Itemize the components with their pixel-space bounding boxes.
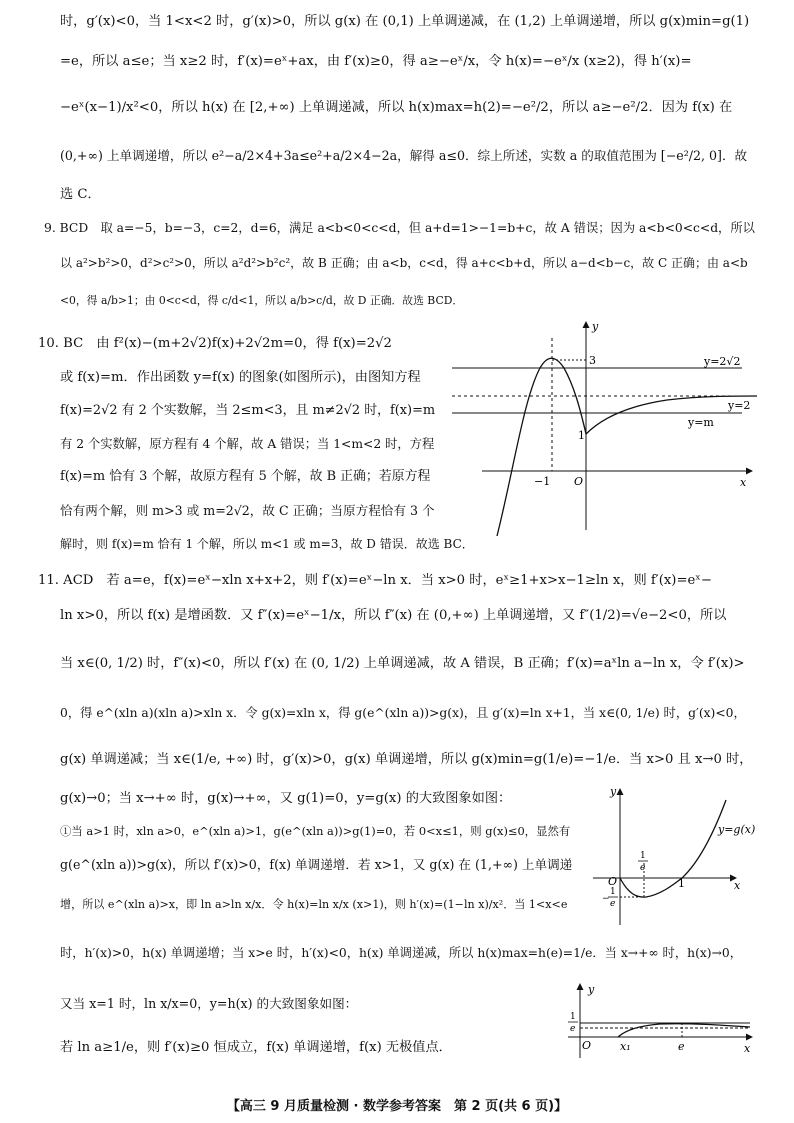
fig2-tick-neg-sign: − (602, 894, 610, 904)
fig2-tick-1e-num: 1 (640, 851, 646, 861)
text-line: 11. ACD 若 a=e，f(x)=eˣ−xln x+x+2，则 f′(x)=eˣ−ln x．当 x>0 时，eˣ≥1+x>x−1≥ln x，则 f′(x)=eˣ− (38, 573, 712, 588)
fig1-y-label: y (592, 320, 599, 333)
text-line: =e，所以 a≤e；当 x≥2 时，f′(x)=eˣ+ax，由 f′(x)≥0，得 a≥−eˣ/x，令 h(x)=−eˣ/x (x≥2)，得 h′(x)= (60, 54, 692, 69)
text-line: 10. BC 由 f²(x)−(m+2√2)f(x)+2√2m=0，得 f(x)=2√2 (38, 336, 392, 351)
fig3-tick-1e-num: 1 (570, 1012, 576, 1022)
text-line: g(x) 单调递减；当 x∈(1/e, +∞) 时，g′(x)>0，g(x) 单调递增，所以 g(x)min=g(1/e)=−1/e．当 x>0 且 x→0 时， (60, 752, 753, 767)
fig2-tick-neg-den: e (610, 899, 616, 909)
fig2-tick-1e-den: e (640, 863, 646, 873)
text-line: 若 ln a≥1/e，则 f′(x)≥0 恒成立，f(x) 单调递增，f(x) 无极值点． (60, 1040, 452, 1055)
text-line: 或 f(x)=m．作出函数 y=f(x) 的图象(如图所示)，由图知方程 (60, 370, 421, 385)
text-line: f(x)=m 恰有 3 个解，故原方程有 5 个解，故 B 正确；若原方程 (60, 469, 431, 484)
text-line: 解时，则 f(x)=m 恰有 1 个解，所以 m<1 或 m=3，故 D 错误．故选 BC． (60, 537, 474, 551)
fig2-tick-neg-num: 1 (610, 887, 616, 897)
fig3-origin: O (582, 1039, 592, 1052)
text-line: ln x>0，所以 f(x) 是增函数．又 f″(x)=eˣ−1/x，所以 f″(x) 在 (0,+∞) 上单调递增，又 f″(1/2)=√e−2<0，所以 (60, 608, 727, 623)
text-line: f(x)=2√2 有 2 个实数解，当 2≤m<3，且 m≠2√2 时，f(x)=m (60, 403, 436, 418)
fig2-tick-1: 1 (678, 877, 685, 890)
fig2-y-label: y (610, 785, 617, 798)
fig2-x-label: x (734, 879, 741, 892)
fig1-origin: O (574, 475, 584, 488)
page-footer: 【高三 9 月质量检测 · 数学参考答案 第 2 页(共 6 页)】 (226, 1099, 568, 1114)
text-line: g(e^(xln a))>g(x)，所以 f′(x)>0，f(x) 单调递增．若 x>1，又 g(x) 在 (1,+∞) 上单调递 (60, 857, 573, 872)
text-line: <0，得 a/b>1；由 0<c<d，得 c/d<1，所以 a/b>c/d，故 D 正确．故选 BCD． (60, 294, 464, 307)
text-line: g(x)→0；当 x→+∞ 时，g(x)→+∞，又 g(1)=0，y=g(x) 的大致图象如图： (60, 791, 512, 806)
fig1-tick-neg1: −1 (534, 475, 551, 488)
text-line: −eˣ(x−1)/x²<0，所以 h(x) 在 [2,+∞) 上单调递减，所以 h(x)max=h(2)=−e²/2，所以 a≥−e²/2．因为 f(x) 在 (60, 100, 733, 115)
fig2-func-label: y=g(x) (718, 823, 756, 836)
text-line: 9. BCD 取 a=−5，b=−3，c=2，d=6，满足 a<b<0<c<d，但 a+d=1>−1=b+c，故 A 错误；因为 a<b<0<c<d，所以 (44, 221, 755, 235)
text-line: 时，h′(x)>0，h(x) 单调递增；当 x>e 时，h′(x)<0，h(x) 单调递减，所以 h(x)max=h(e)=1/e．当 x→+∞ 时，h(x)→0， (60, 946, 743, 960)
text-line: 有 2 个实数解，原方程有 4 个解，故 A 错误；当 1<m<2 时，方程 (60, 437, 435, 451)
text-line: 时，g′(x)<0，当 1<x<2 时，g′(x)>0，所以 g(x) 在 (0,1) 上单调递减，在 (1,2) 上单调递增，所以 g(x)min=g(1) (60, 14, 750, 29)
fig1-tick-1: 1 (578, 429, 585, 442)
text-line: 又当 x=1 时，ln x/x=0，y=h(x) 的大致图象如图： (60, 996, 358, 1011)
text-line: 选 C． (60, 187, 101, 202)
fig1-tick-3: 3 (589, 354, 596, 367)
fig3-tick-1e-den: e (570, 1024, 576, 1034)
text-line: 恰有两个解，则 m>3 或 m=2√2，故 C 正确；当原方程恰有 3 个 (60, 503, 435, 518)
text-line: 当 x∈(0, 1/2) 时，f″(x)<0，所以 f′(x) 在 (0, 1/2) 上单调递减，故 A 错误，B 正确；f′(x)=aˣln a−ln x，令 f′(x)> (60, 656, 745, 671)
figure-g-graph (588, 785, 768, 945)
fig3-tick-e: e (678, 1040, 685, 1053)
text-line: 0，得 e^(xln a)(xln a)>xln x．令 g(x)=xln x，得 g(e^(xln a))>g(x)，且 g′(x)=ln x+1，当 x∈(0, 1/e) 时，g′(x)<0， (60, 706, 746, 720)
fig1-line-2root2-label: y=2√2 (704, 355, 741, 368)
fig3-tick-x1: x₁ (620, 1040, 631, 1053)
fig2-origin: O (608, 875, 618, 888)
fig1-x-label: x (740, 476, 747, 489)
text-line: 以 a²>b²>0，d²>c²>0，所以 a²d²>b²c²，故 B 正确；由 a<b，c<d，得 a+c<b+d，所以 a−d<b−c，故 C 正确；由 a<b (60, 256, 748, 270)
fig3-x-label: x (744, 1042, 751, 1055)
fig3-y-label: y (588, 983, 595, 996)
text-line: ①当 a>1 时，xln a>0，e^(xln a)>1，g(e^(xln a))>g(1)=0，若 0<x≤1，则 g(x)≤0，显然有 (60, 824, 571, 838)
figure-f-graph (452, 318, 762, 548)
text-line: (0,+∞) 上单调递增，所以 e²−a/2×4+3a≤e²+a/2×4−2a，解得 a≤0．综上所述，实数 a 的取值范围为 [−e²/2, 0]．故 (60, 148, 748, 163)
figure-h-graph (560, 982, 760, 1062)
text-line: 增，所以 e^(xln a)>x，即 ln a>ln x/x．令 h(x)=ln x/x (x>1)，则 h′(x)=(1−ln x)/x²．当 1<x<e (60, 898, 568, 911)
fig1-line-m-label: y=m (688, 416, 714, 429)
fig1-line-2-label: y=2 (728, 399, 751, 412)
